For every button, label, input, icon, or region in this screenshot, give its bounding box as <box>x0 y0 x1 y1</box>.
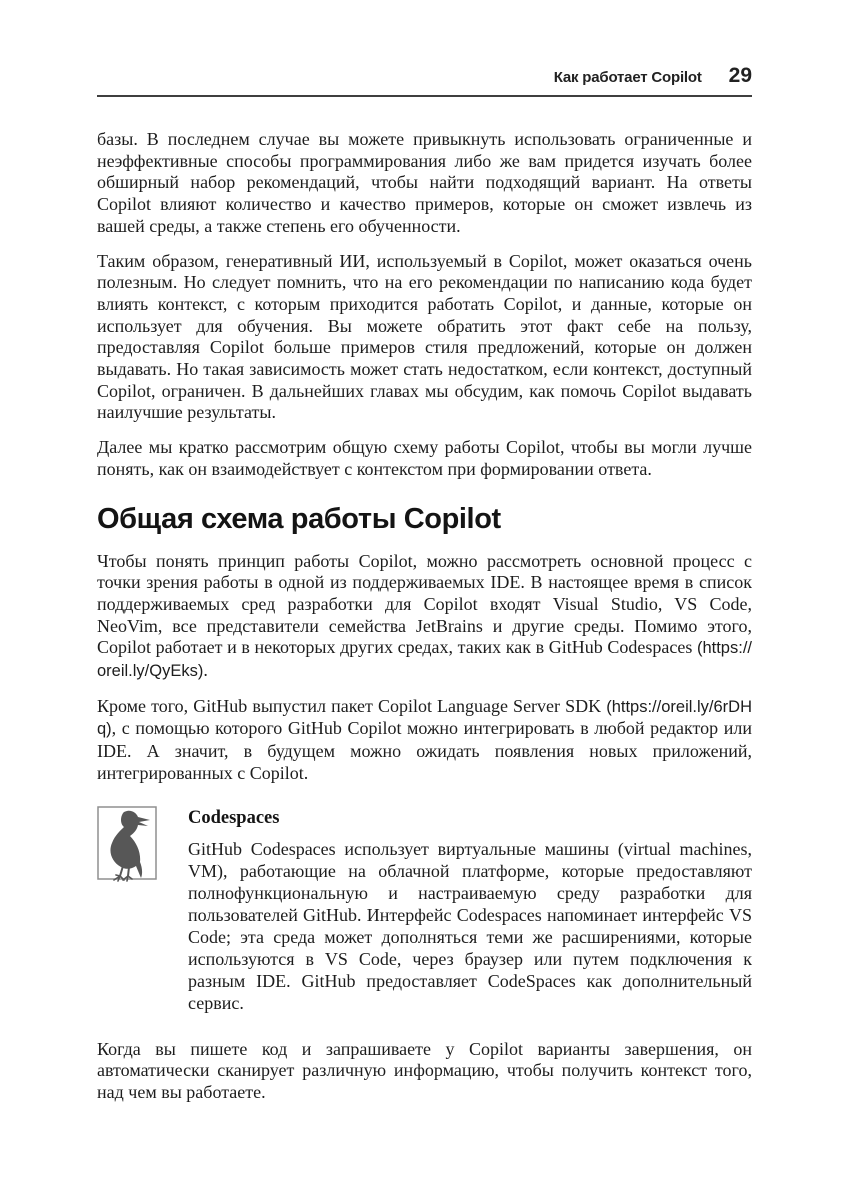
paragraph-intro-1: базы. В последнем случае вы можете привыкнуть использовать ограниченные и неэффективные способы программирования либо же вам придется изучать более обширный набор рекомендаций, чтобы найти подходящий вариант. На ответы Copilot влияют количество и качество примеров, которые он сможет извлечь из вашей среды, а также степень его обученности. <box>97 129 752 236</box>
running-title: Как работает Copilot <box>553 69 702 86</box>
paragraph-text: Кроме того, GitHub выпустил пакет Copilot Language Server SDK <box>97 695 607 716</box>
crow-icon <box>97 806 158 882</box>
page-number: 29 <box>728 64 752 87</box>
paragraph-intro-2: Таким образом, генеративный ИИ, используемый в Copilot, может оказаться очень полезным. Но следует помнить, что на его рекомендации по написанию кода будет влиять контекст, с которым приходится работать Copilot, и данные, которые он использует для обучения. Вы можете обратить этот факт себе на пользу, предоставляя Copilot больше примеров стиля предложений, которые он должен выдавать. Но такая зависимость может стать недостатком, если контекст, доступный Copilot, ограничен. В дальнейших главах мы обсудим, как помочь Copilot выдавать наилучшие результаты. <box>97 250 752 423</box>
paragraph-section-1 <box>97 551 752 683</box>
section-heading: Общая схема работы Copilot <box>97 502 501 535</box>
link-oreil-qyeks[interactable]: (https://oreil.ly/QyEks) <box>97 639 752 681</box>
paragraph-text: . <box>203 660 208 681</box>
paragraph-section-2 <box>97 696 752 785</box>
note-content <box>188 806 752 1014</box>
paragraph-closing: Когда вы пишете код и запрашиваете у Copilot варианты завершения, он автоматически сканирует различную информацию, чтобы получить контекст того, над чем вы работаете. <box>97 1038 752 1102</box>
note-title: Codespaces <box>188 807 280 828</box>
note-body: GitHub Codespaces использует виртуальные машины (virtual machines, VM), работающие на облачной платформе, которые предоставляют полнофункциональную и настраиваемую среду разработки для пользователей GitHub. Интерфейс Codespaces напоминает интерфейс VS Code; эта среда может дополняться теми же расширениями, которые используются в VS Code, через браузер или путем подключения к разным IDE. GitHub предоставляет CodeSpaces как дополнительный сервис. <box>188 838 752 1013</box>
note-codespaces <box>97 806 752 1014</box>
paragraph-text: , с помощью которого GitHub Copilot можно интегрировать в любой редактор или IDE. А значит, в будущем можно ожидать появления новых приложений, интегрированных с Copilot. <box>97 718 752 783</box>
paragraph-intro-3: Далее мы кратко рассмотрим общую схему работы Copilot, чтобы вы могли лучше понять, как он взаимодействует с контекстом при формировании ответа. <box>97 437 752 479</box>
paragraph-text: Чтобы понять принцип работы Copilot, можно рассмотреть основной процесс с точки зрения работы в одной из поддерживаемых IDE. В настоящее время в список поддерживаемых сред разработки для Copilot входят Visual Studio, VS Code, NeoVim, все представители семейства JetBrains и другие среды. Помимо этого, Copilot работает и в некоторых других средах, таких как в GitHub Codespaces <box>97 550 752 658</box>
page-body <box>97 97 752 1104</box>
running-head <box>97 64 752 88</box>
link-oreil-6rdhq[interactable]: (https://oreil.ly/6rDHq) <box>97 697 752 739</box>
page-header <box>97 64 752 97</box>
